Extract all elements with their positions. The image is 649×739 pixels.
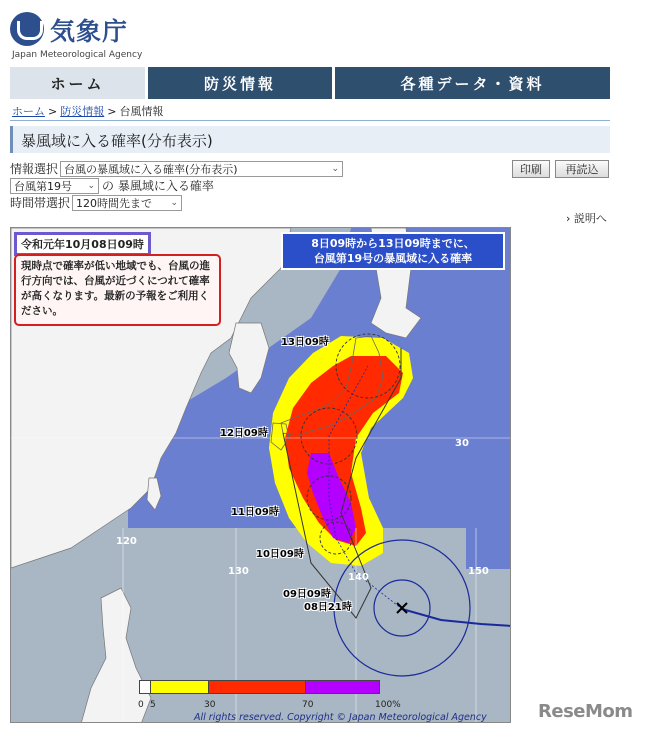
legend-swatch-5-30 (151, 680, 209, 694)
chevron-right-icon: › (566, 212, 574, 225)
breadcrumb-separator: > (48, 105, 58, 118)
legend-tick: 5 (150, 700, 156, 710)
grid-label: 30 (455, 438, 469, 449)
chevron-down-icon: ⌄ (87, 180, 95, 191)
page-title: 暴風域に入る確率(分布表示) (10, 126, 610, 153)
divider (10, 120, 610, 121)
legend-swatch-0-5 (139, 680, 151, 694)
info-select-label: 情報選択 (10, 162, 59, 176)
breadcrumb-separator: > (107, 105, 117, 118)
chevron-down-icon: ⌄ (170, 197, 179, 208)
global-nav (10, 67, 610, 99)
track-label: 12日09時 (220, 428, 268, 439)
breadcrumb-home[interactable]: ホーム (12, 105, 45, 118)
period-banner (281, 232, 505, 270)
typhoon-select-suffix: の 暴風域に入る確率 (102, 179, 214, 193)
info-select-row (10, 160, 343, 177)
jma-emblem-icon (10, 12, 44, 46)
info-select-value: 台風の暴風域に入る確率(分布表示) (64, 162, 238, 176)
legend-swatch-30-70 (209, 680, 306, 694)
help-link-label: 説明へ (573, 212, 607, 225)
typhoon-select-row (10, 177, 214, 194)
watermark: ReseMom (538, 701, 633, 722)
print-button[interactable]: 印刷 (512, 160, 550, 178)
help-link[interactable] (566, 210, 607, 226)
typhoon-select[interactable] (10, 178, 99, 194)
legend-tick: 100% (375, 700, 401, 710)
past-track (402, 609, 511, 626)
time-select-value: 120時間先まで (76, 196, 153, 210)
nav-data-materials[interactable]: 各種データ・資料 (335, 67, 610, 99)
logo-english: Japan Meteorological Agency (12, 50, 143, 60)
time-select-label: 時間帯選択 (10, 196, 71, 210)
track-label: 09日09時 (283, 589, 331, 600)
typhoon-select-value: 台風第19号 (14, 179, 72, 193)
legend-tick: 30 (204, 700, 216, 710)
chevron-down-icon: ⌄ (331, 163, 340, 174)
nav-disaster-info[interactable]: 防災情報 (148, 67, 332, 99)
time-select[interactable] (72, 195, 182, 211)
grid-label: 150 (468, 566, 489, 577)
probability-legend (139, 680, 384, 696)
track-label: 08日21時 (304, 602, 352, 613)
copyright: All rights reserved. Copyright © Japan Meteorological Agency (194, 712, 487, 723)
issue-date-badge: 令和元年10月08日09時 (14, 232, 151, 256)
breadcrumb-disaster[interactable]: 防災情報 (60, 105, 105, 118)
typhoon-center-icon (397, 603, 407, 613)
info-select[interactable] (60, 161, 343, 177)
period-line-1: 8日09時から13日09時までに、 (311, 237, 475, 250)
grid-label: 120 (116, 536, 137, 547)
jma-logo[interactable] (10, 8, 150, 60)
legend-swatch-70-100 (306, 680, 380, 694)
track-label: 13日09時 (281, 337, 329, 348)
legend-tick: 70 (302, 700, 314, 710)
track-label: 10日09時 (256, 549, 304, 560)
notice-box: 現時点で確率が低い地域でも、台風の進行方向では、台風が近づくにつれて確率が高くなります。最新の予報をご利用ください。 (14, 254, 221, 326)
time-select-row (10, 194, 182, 211)
track-label: 11日09時 (231, 507, 279, 518)
grid-label: 140 (348, 572, 369, 583)
reload-button[interactable]: 再読込 (555, 160, 609, 178)
grid-label: 130 (228, 566, 249, 577)
period-line-2: 台風第19号の暴風域に入る確率 (313, 252, 473, 265)
logo-japanese: 気象庁 (50, 17, 129, 46)
nav-home[interactable]: ホーム (10, 67, 145, 99)
breadcrumb (12, 103, 163, 119)
breadcrumb-current: 台風情報 (119, 105, 164, 118)
legend-tick: 0 (138, 700, 144, 710)
